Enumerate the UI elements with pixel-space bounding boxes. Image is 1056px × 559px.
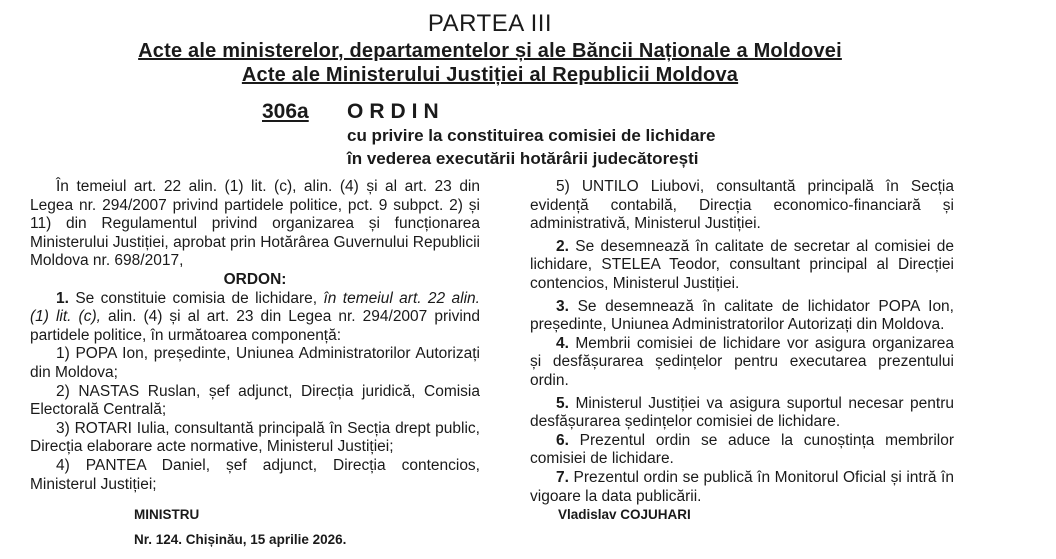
article-7 xyxy=(530,469,954,506)
signatory-name: Vladislav COJUHARI xyxy=(558,507,691,522)
article-3-number: 3. xyxy=(556,297,569,315)
preamble: În temeiul art. 22 alin. (1) lit. (c), alin. (4) și al art. 23 din Legea nr. 294/2007 privind partidele politice, pct. 9 subpct. 2) și 11) din Regulamentul privind organizarea și funcționarea Ministerului Justiției, aprobat prin Hotărârea Guvernului Republicii Moldova nr. 698/2017, xyxy=(30,178,480,270)
document-subject-line-2: în vederea executării hotărârii judecătorești xyxy=(347,149,699,168)
subsection-heading: Acte ale Ministerului Justiției al Republicii Moldova xyxy=(241,64,739,86)
ordon-label: ORDON: xyxy=(223,270,287,288)
member-1: 1) POPA Ion, președinte, Uniunea Administratorilor Autorizați din Moldova; xyxy=(30,345,480,381)
article-6-number: 6. xyxy=(556,431,569,449)
article-1-text-italic: în temeiul art. 22 alin. (1) lit. (c), xyxy=(30,289,480,326)
article-2-text: Se desemnează în calitate de secretar al comisiei de lichidare, STELEA Teodor, consultant principal al Direcției contencios, Ministerul Justiției. xyxy=(530,237,954,292)
article-5-text: Ministerul Justiției va asigura suportul necesar pentru desfășurarea ședințelor comisiei de lichidare. xyxy=(530,394,954,431)
article-1-text-b: alin. (4) și al art. 23 din Legea nr. 294/2007 privind partidele politice, în următoarea componență: xyxy=(30,308,480,344)
article-1-text-a: Se constituie comisia de lichidare, xyxy=(75,289,318,307)
left-column xyxy=(30,178,480,494)
document-reference: Nr. 124. Chișinău, 15 aprilie 2026. xyxy=(134,532,347,547)
article-1-number: 1. xyxy=(56,289,69,307)
member-3: 3) ROTARI Iulia, consultantă principală în Secția drept public, Direcția elaborare acte normative, Ministerul Justiției; xyxy=(30,419,480,456)
article-1 xyxy=(30,290,480,346)
document-subject-line-1: cu privire la constituirea comisiei de lichidare xyxy=(347,126,716,145)
article-7-number: 7. xyxy=(556,468,569,486)
part-title: PARTEA III xyxy=(427,10,553,37)
article-4-text: Membrii comisiei de lichidare vor asigura organizarea și desfășurarea ședințelor pentru executarea prezentului ordin. xyxy=(530,334,954,389)
document-type: ORDIN xyxy=(347,100,445,123)
member-2: 2) NASTAS Ruslan, șef adjunct, Direcția juridică, Comisia Electorală Centrală; xyxy=(30,382,480,419)
article-3-text: Se desemnează în calitate de lichidator POPA Ion, președinte, Uniunea Administratorilor Autorizați din Moldova. xyxy=(530,297,954,334)
member-5: 5) UNTILO Liubovi, consultantă principală în Secția evidență contabilă, Direcția economico-financiară și administrativă, Ministerul Justiției. xyxy=(530,178,954,233)
article-2-number: 2. xyxy=(556,237,569,255)
signatory-title: MINISTRU xyxy=(134,507,200,522)
section-heading: Acte ale ministerelor, departamentelor și ale Băncii Naționale a Moldovei xyxy=(138,40,842,62)
article-7-text: Prezentul ordin se publică în Monitorul Oficial și intră în vigoare la data publicării. xyxy=(530,468,954,505)
article-6 xyxy=(530,432,954,469)
article-3 xyxy=(530,298,954,335)
article-6-text: Prezentul ordin se aduce la cunoștința membrilor comisiei de lichidare. xyxy=(530,431,954,468)
article-5-number: 5. xyxy=(556,394,569,412)
article-2 xyxy=(530,238,954,294)
article-4-number: 4. xyxy=(556,334,569,352)
article-4 xyxy=(530,335,954,391)
document-number: 306a xyxy=(262,100,309,123)
member-4: 4) PANTEA Daniel, șef adjunct, Direcția contencios, Ministerul Justiției; xyxy=(30,456,480,493)
article-5 xyxy=(530,395,954,432)
right-column xyxy=(530,178,954,506)
